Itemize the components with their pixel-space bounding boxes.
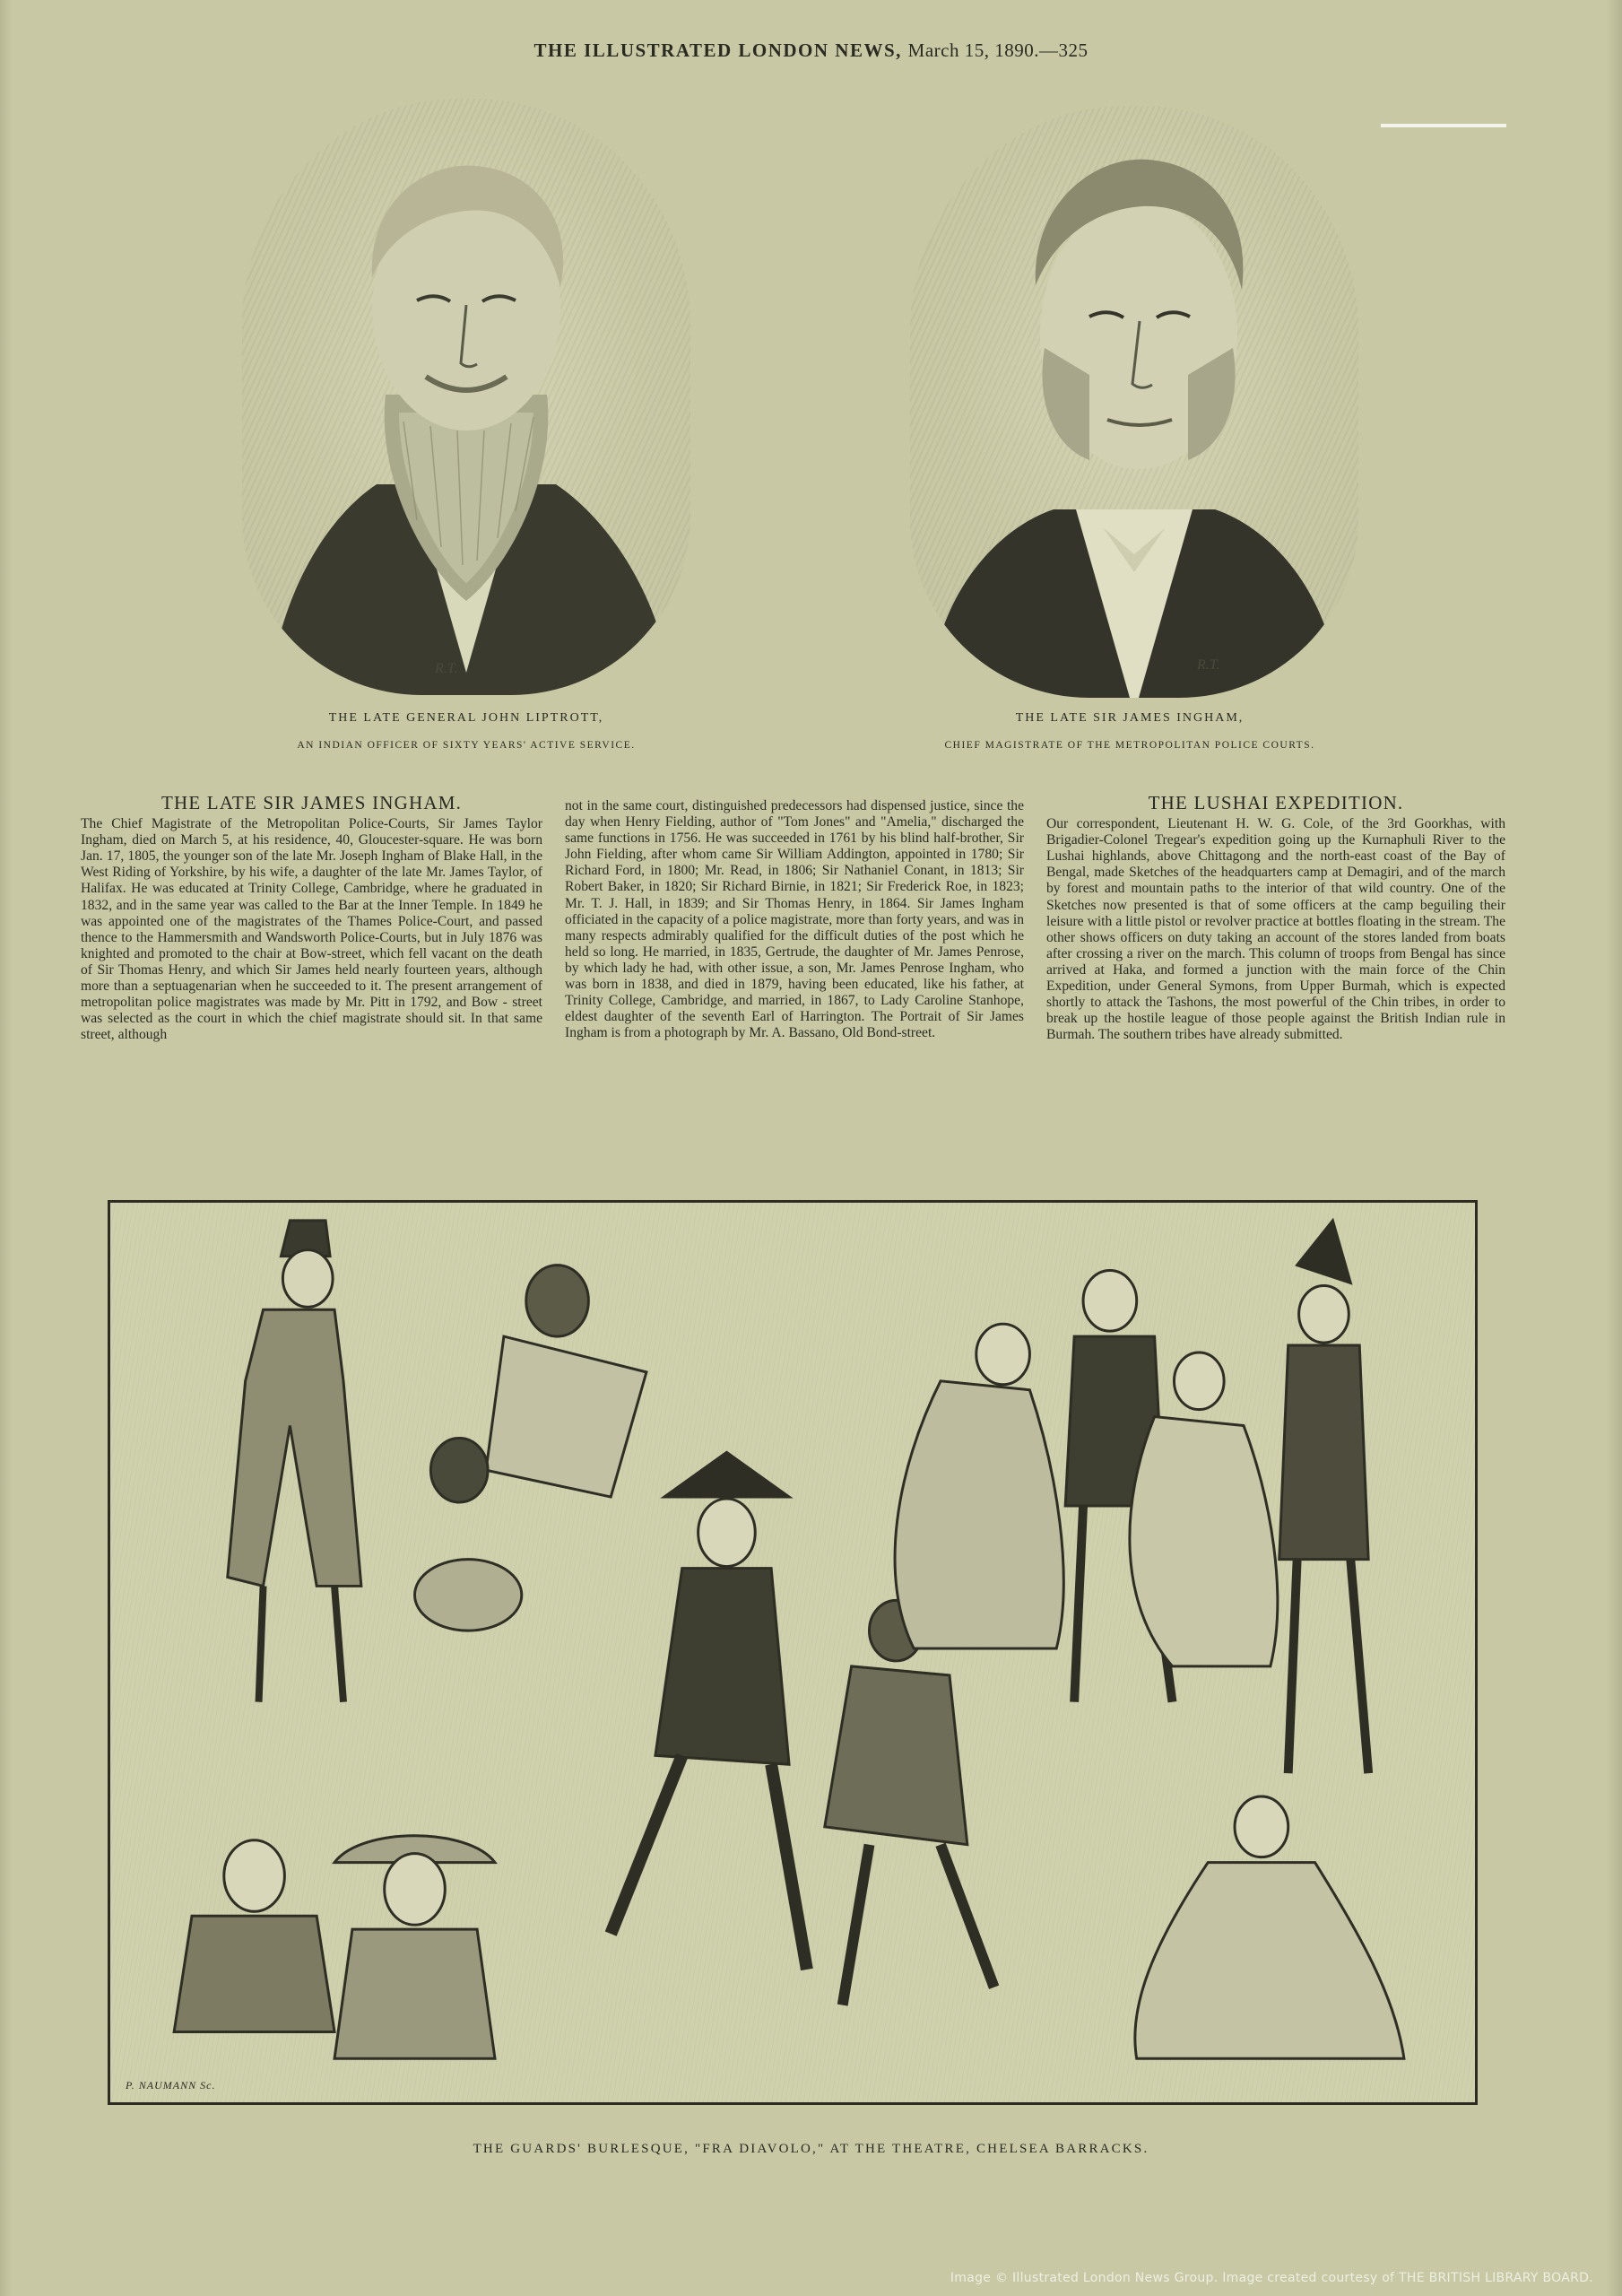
portrait-ingham-caption xyxy=(888,711,1372,751)
image-credit: Image © Illustrated London News Group. Image created courtesy of THE BRITISH LIBRARY BOARD. xyxy=(950,2271,1593,2285)
article-ingham-body-part2: not in the same court, distinguished predecessors had dispensed justice, since the day when Henry Fielding, author of "Tom Jones" and "Amelia," discharged the same functions in 1756. He was succeeded in 1761 by his blind half-brother, Sir John Fielding, after whom came Sir William Addington, appointed in 1780; Sir Richard Ford, in 1800; Mr. Read, in 1806; Sir Nathaniel Conant, in 1813; Sir Robert Baker, in 1820; Sir Richard Birnie, in 1821; Sir Frederick Roe, in 1823; Mr. T. J. Hall, in 1839; and Sir Thomas Henry, in 1864. Sir James Ingham officiated in the capacity of a police magistrate, more than forty years, and was in many respects admirably qualified for the difficult duties of the post which he held so long. He married, in 1835, Gertrude, the daughter of Mr. James Penrose, by which lady he had, with other issue, a son, Mr. James Penrose Ingham, who was born in 1838, and died in 1879, having been educated, like his father, at Trinity College, Cambridge, and married, in 1867, to Lady Caroline Stanhope, eldest daughter of the seventh Earl of Harrington. The Portrait of Sir James Ingham is from a photograph by Mr. A. Bassano, Old Bond-street. xyxy=(565,798,1024,1041)
article-lushai-col xyxy=(1046,792,1505,1043)
portrait-liptrott-signature: R.T. xyxy=(435,661,458,676)
portrait-liptrott xyxy=(242,99,690,695)
article-lushai-heading: THE LUSHAI EXPEDITION. xyxy=(1148,792,1404,813)
article-lushai-body: Our correspondent, Lieutenant H. W. G. Cole, of the 3rd Goorkhas, with Brigadier-Colonel Tregear's expedition going up the Kurnaphuli River to the Lushai highlands, above Chittagong and the north-east coast of the Bay of Bengal, made Sketches of the headquarters camp at Demagiri, and of the march by forest and mountain paths to the interior of that wild country. One of the Sketches now presented is that of some officers at the camp beguiling their leisure with a little pistol or revolver practice at bottles floating in the stream. The other shows officers on duty taking an account of the stores landed from boats after crossing a river on the march. This column of troops from Bengal has since arrived at Haka, and formed a junction with the main force of the Chin Expedition, under General Symons, from Upper Burmah, which is expected shortly to attack the Tashons, the most powerful of the Chin tribes, in order to break up the hostile league of those people against the British Indian rule in Burmah. The southern tribes have already submitted. xyxy=(1046,816,1505,1043)
masthead xyxy=(0,39,1622,62)
article-ingham-heading: THE LATE SIR JAMES INGHAM. xyxy=(160,792,463,813)
illustration-fra-diavolo xyxy=(108,1200,1478,2105)
portrait-liptrott-engraving xyxy=(242,99,690,695)
page-edge-right xyxy=(1606,0,1622,2296)
portrait-liptrott-caption-desc: AN INDIAN OFFICER OF SIXTY YEARS' ACTIVE SERVICE. xyxy=(297,740,636,751)
illustration-caption: THE GUARDS' BURLESQUE, "FRA DIAVOLO," AT THE THEATRE, CHELSEA BARRACKS. xyxy=(473,2142,1149,2156)
scan-mark xyxy=(1381,124,1506,127)
portrait-ingham-signature: R.T. xyxy=(1197,657,1220,673)
page-edge-left xyxy=(0,0,13,2296)
masthead-title: THE ILLUSTRATED LONDON NEWS, xyxy=(533,39,902,61)
article-ingham-body-part1: The Chief Magistrate of the Metropolitan Police-Courts, Sir James Taylor Ingham, died on March 5, at his residence, 40, Gloucester-square. He was born Jan. 17, 1805, the younger son of the late Mr. Joseph Ingham of Blake Hall, in the West Riding of Yorkshire, by his wife, a daughter of the late Mr. James Taylor, of Halifax. He was educated at Trinity College, Cambridge, where he graduated in 1832, and in the same year was called to the Bar at the Inner Temple. In 1849 he was appointed one of the magistrates of the Thames Police-Court, and passed thence to the Hammersmith and Wandsworth Police-Courts, but in July 1876 was knighted and promoted to the chair at Bow-street, which fell vacant on the death of Sir Thomas Henry, and which Sir James held nearly fourteen years, although more than a septuagenarian when he succeeded to it. The present arrangement of metropolitan police magistrates was made by Mr. Pitt in 1792, and Bow - street was selected as the court in which the chief magistrate should sit. In that same street, although xyxy=(81,816,542,1043)
portrait-ingham-caption-desc: CHIEF MAGISTRATE OF THE METROPOLITAN POLICE COURTS. xyxy=(944,740,1315,751)
portrait-liptrott-caption-name: THE LATE GENERAL JOHN LIPTROTT, xyxy=(328,711,604,725)
illustration-engraver-signature: P. NAUMANN Sc. xyxy=(126,2079,216,2092)
masthead-issue: March 15, 1890.—325 xyxy=(907,39,1089,61)
portrait-ingham-caption-name: THE LATE SIR JAMES INGHAM, xyxy=(1015,711,1245,725)
article-ingham-col1 xyxy=(81,792,542,1043)
portrait-ingham xyxy=(910,106,1358,698)
article-ingham-col2 xyxy=(565,798,1024,1041)
illustration-fra-diavolo-engraving xyxy=(110,1203,1475,2102)
portrait-liptrott-caption xyxy=(224,711,708,751)
portrait-ingham-engraving xyxy=(910,106,1358,698)
